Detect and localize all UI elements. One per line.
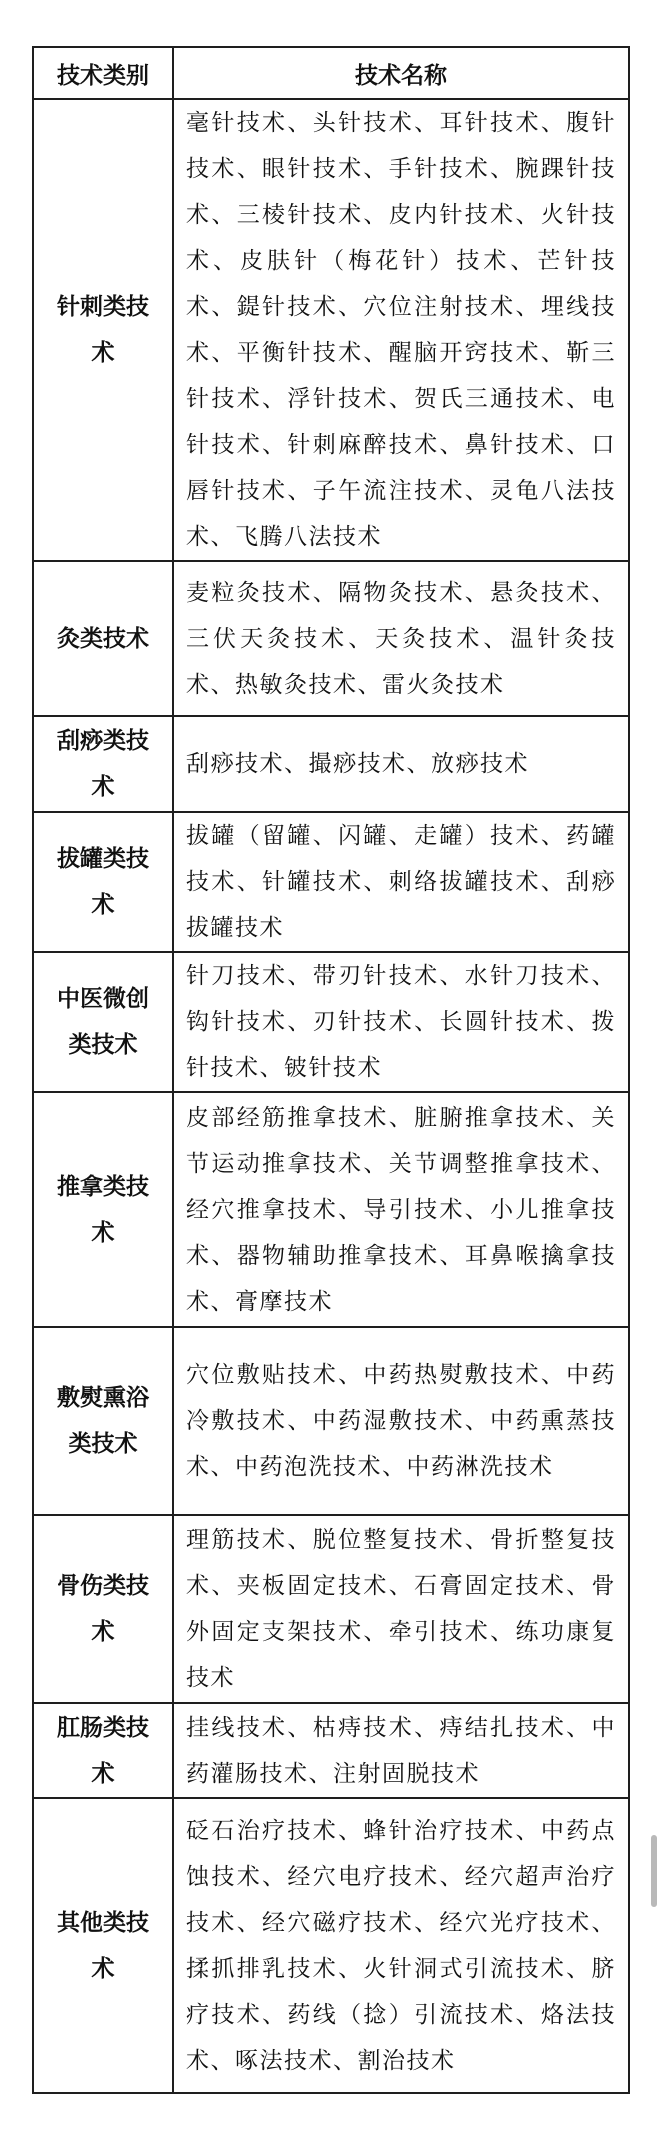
names-cell: 麦粒灸技术、隔物灸技术、悬灸技术、三伏天灸技术、天灸技术、温针灸技术、热敏灸技术、雷火灸技术 (173, 561, 629, 716)
names-cell: 毫针技术、头针技术、耳针技术、腹针技术、眼针技术、手针技术、腕踝针技术、三棱针技术、皮内针技术、火针技术、皮肤针（梅花针）技术、芒针技术、鍉针技术、穴位注射技术、埋线技术、平衡针技术、醒脑开窍技术、靳三针技术、浮针技术、贺氏三通技术、电针技术、针刺麻醉技术、鼻针技术、口唇针技术、子午流注技术、灵龟八法技术、飞腾八法技术 (173, 99, 629, 561)
scrollbar-thumb[interactable] (651, 1835, 657, 1907)
header-names: 技术名称 (173, 47, 629, 99)
names-cell: 拔罐（留罐、闪罐、走罐）技术、药罐技术、针罐技术、刺络拔罐技术、刮痧拔罐技术 (173, 812, 629, 952)
names-cell: 皮部经筋推拿技术、脏腑推拿技术、关节运动推拿技术、关节调整推拿技术、经穴推拿技术、导引技术、小儿推拿技术、器物辅助推拿技术、耳鼻喉擒拿技术、膏摩技术 (173, 1092, 629, 1327)
table-row (33, 1092, 629, 1327)
names-cell: 刮痧技术、撮痧技术、放痧技术 (173, 716, 629, 812)
category-cell: 灸类技术 (33, 561, 173, 716)
table-row (33, 812, 629, 952)
table-row (33, 1515, 629, 1703)
names-cell: 砭石治疗技术、蜂针治疗技术、中药点蚀技术、经穴电疗技术、经穴超声治疗技术、经穴磁疗技术、经穴光疗技术、揉抓排乳技术、火针洞式引流技术、脐疗技术、药线（捻）引流技术、烙法技术、啄法技术、割治技术 (173, 1798, 629, 2093)
table-row (33, 99, 629, 561)
category-cell: 其他类技术 (33, 1798, 173, 2093)
names-cell: 穴位敷贴技术、中药热熨敷技术、中药冷敷技术、中药湿敷技术、中药熏蒸技术、中药泡洗技术、中药淋洗技术 (173, 1327, 629, 1515)
category-cell: 刮痧类技术 (33, 716, 173, 812)
category-cell: 推拿类技术 (33, 1092, 173, 1327)
category-cell: 中医微创类技术 (33, 952, 173, 1092)
table-header-row (33, 47, 629, 99)
names-cell: 挂线技术、枯痔技术、痔结扎技术、中药灌肠技术、注射固脱技术 (173, 1703, 629, 1798)
technique-table (32, 46, 630, 2094)
category-cell: 拔罐类技术 (33, 812, 173, 952)
table-row (33, 1798, 629, 2093)
category-cell: 肛肠类技术 (33, 1703, 173, 1798)
header-category: 技术类别 (33, 47, 173, 99)
table-row (33, 716, 629, 812)
category-cell: 敷熨熏浴类技术 (33, 1327, 173, 1515)
table-row (33, 561, 629, 716)
names-cell: 针刀技术、带刃针技术、水针刀技术、钩针技术、刃针技术、长圆针技术、拨针技术、铍针技术 (173, 952, 629, 1092)
names-cell: 理筋技术、脱位整复技术、骨折整复技术、夹板固定技术、石膏固定技术、骨外固定支架技术、牵引技术、练功康复技术 (173, 1515, 629, 1703)
table-row (33, 952, 629, 1092)
table-row (33, 1703, 629, 1798)
table-row (33, 1327, 629, 1515)
category-cell: 骨伤类技术 (33, 1515, 173, 1703)
category-cell: 针刺类技术 (33, 99, 173, 561)
